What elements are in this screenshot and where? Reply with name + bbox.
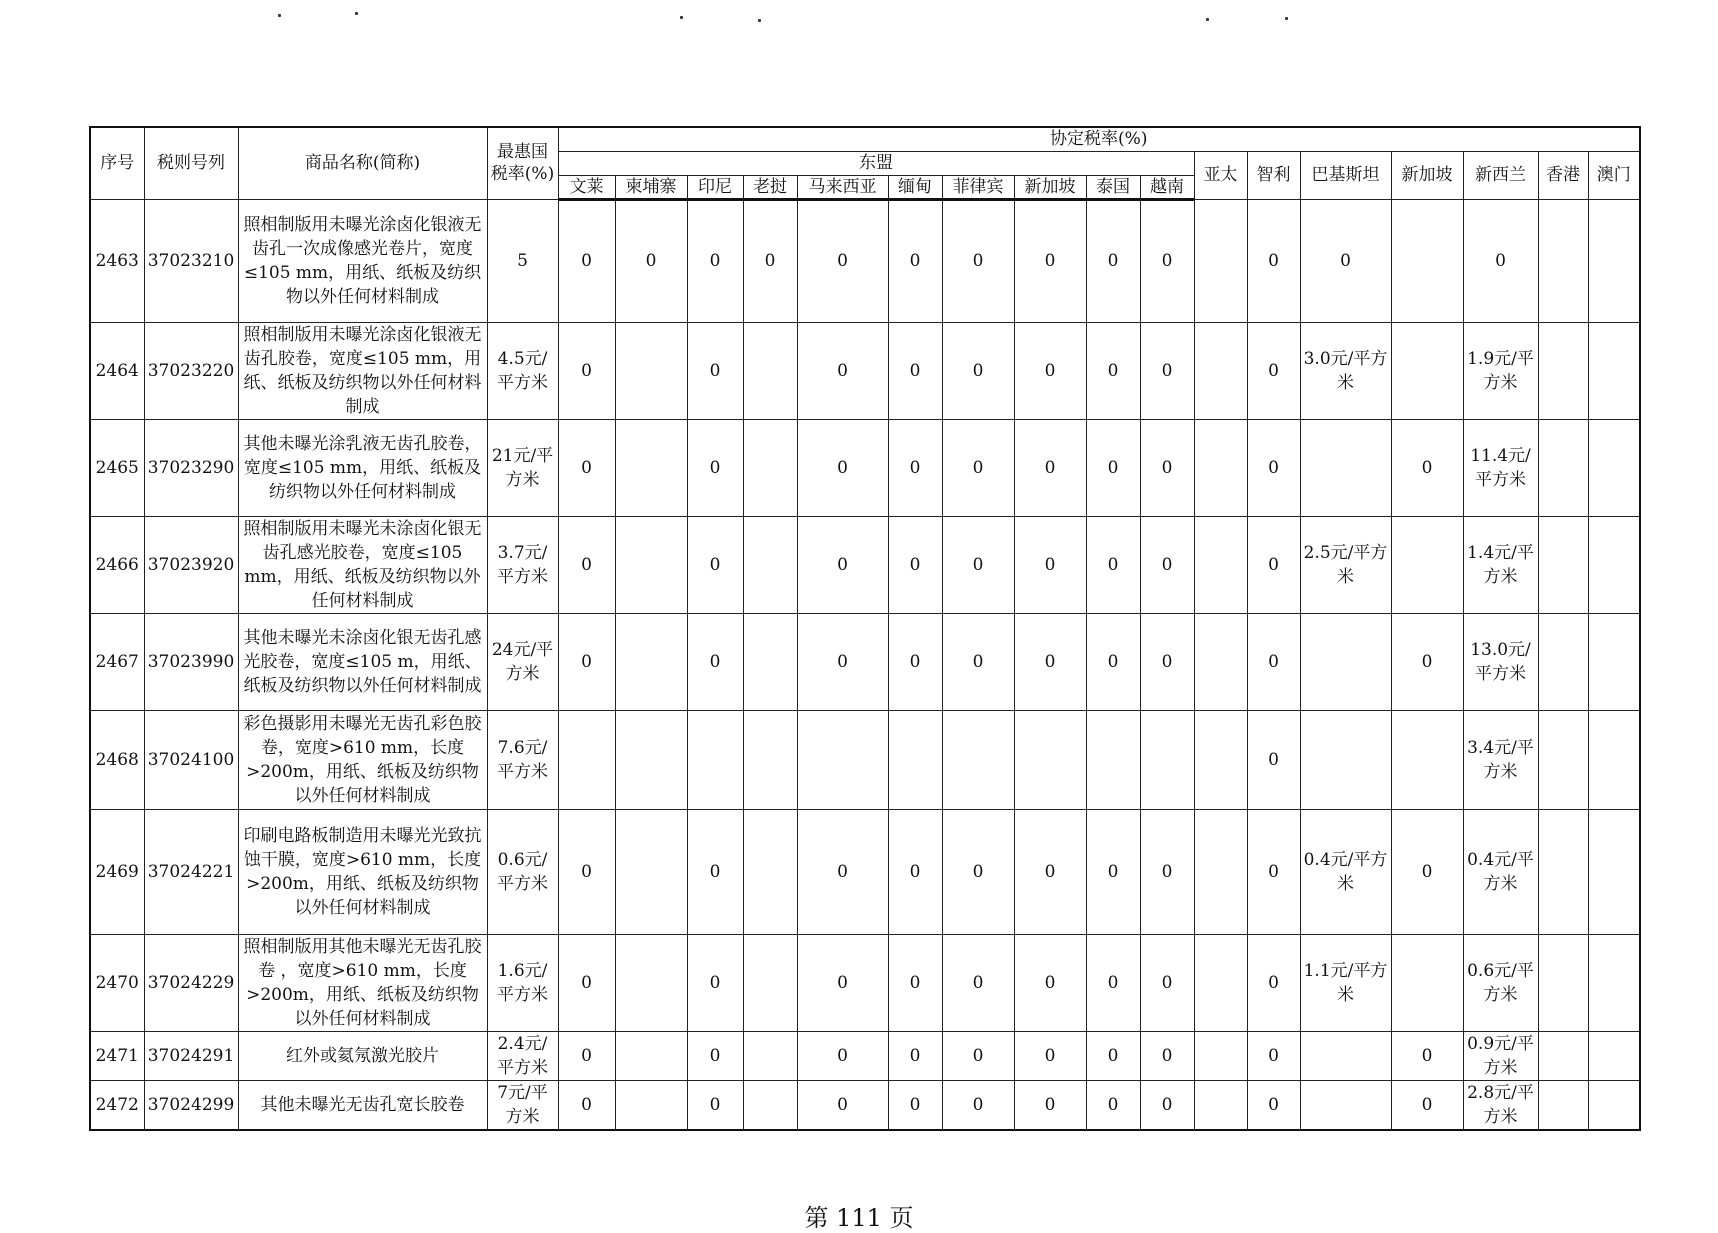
header-country: 柬埔寨: [615, 175, 687, 199]
rate-cell: 0: [942, 322, 1014, 419]
rate-cell: 0: [797, 516, 888, 613]
rate-cell: [743, 516, 797, 613]
rate-cell: [888, 710, 942, 809]
row-name: 彩色摄影用未曝光无齿孔彩色胶卷，宽度>610 mm，长度>200m，用纸、纸板及纺织物以外任何材料制成: [238, 710, 487, 809]
header-country: 印尼: [687, 175, 743, 199]
rate-cell: 0: [797, 1080, 888, 1130]
rate-cell: 0: [1086, 419, 1140, 516]
rate-cell: [1538, 1080, 1588, 1130]
rate-cell: [615, 1031, 687, 1080]
rate-cell: [1588, 322, 1640, 419]
rate-cell: [1538, 710, 1588, 809]
row-name: 其他未曝光未涂卤化银无齿孔感光胶卷，宽度≤105 m，用纸、纸板及纺织物以外任何材料制成: [238, 613, 487, 710]
rate-cell: [1014, 710, 1086, 809]
rate-cell: [1538, 419, 1588, 516]
rate-cell: [1588, 809, 1640, 934]
rate-cell: 0: [1247, 934, 1300, 1031]
rate-cell: 0: [1140, 1080, 1194, 1130]
header-mfn: 最惠国税率(%): [487, 127, 558, 199]
table-row: [90, 199, 1640, 322]
rate-cell: 0: [1086, 1031, 1140, 1080]
rate-cell: 0: [615, 199, 687, 322]
rate-cell: [797, 710, 888, 809]
rate-cell: [1140, 710, 1194, 809]
rate-cell: 0: [558, 516, 615, 613]
rate-cell: 0: [797, 934, 888, 1031]
rate-cell: [1194, 419, 1247, 516]
rate-cell: 0: [1247, 516, 1300, 613]
rate-cell: [1391, 199, 1463, 322]
rate-cell: 0: [888, 516, 942, 613]
rate-cell: 0: [1247, 419, 1300, 516]
row-code: 37023210: [144, 199, 238, 322]
rate-cell: 0: [797, 613, 888, 710]
table-row: [90, 613, 1640, 710]
rate-cell: [615, 809, 687, 934]
rate-cell: 0: [1014, 322, 1086, 419]
rate-cell: [942, 710, 1014, 809]
table-row: [90, 516, 1640, 613]
rate-cell: 0: [687, 419, 743, 516]
rate-cell: 0: [687, 322, 743, 419]
header-country: 亚太: [1194, 151, 1247, 199]
rate-cell: 0: [797, 809, 888, 934]
rate-cell: [1588, 516, 1640, 613]
rate-cell: 13.0元/平方米: [1463, 613, 1538, 710]
rate-cell: [1538, 613, 1588, 710]
row-name: 其他未曝光涂乳液无齿孔胶卷，宽度≤105 mm，用纸、纸板及纺织物以外任何材料制成: [238, 419, 487, 516]
rate-cell: 0: [1014, 1080, 1086, 1130]
rate-cell: 11.4元/平方米: [1463, 419, 1538, 516]
rate-cell: 0: [1140, 516, 1194, 613]
scan-speck: [355, 12, 358, 15]
header-country: 巴基斯坦: [1300, 151, 1391, 199]
rate-cell: 0: [1140, 322, 1194, 419]
rate-cell: 0: [1300, 199, 1391, 322]
rate-cell: 0.9元/平方米: [1463, 1031, 1538, 1080]
row-name: 其他未曝光无齿孔宽长胶卷: [238, 1080, 487, 1130]
rate-cell: 2.5元/平方米: [1300, 516, 1391, 613]
row-mfn: 3.7元/平方米: [487, 516, 558, 613]
row-name: 照相制版用未曝光涂卤化银液无齿孔一次成像感光卷片，宽度≤105 mm，用纸、纸板及纺织物以外任何材料制成: [238, 199, 487, 322]
rate-cell: [1588, 419, 1640, 516]
row-seq: 2466: [90, 516, 144, 613]
rate-cell: [1588, 1031, 1640, 1080]
rate-cell: 0: [1086, 199, 1140, 322]
rate-cell: 0: [888, 199, 942, 322]
rate-cell: 0.4元/平方米: [1463, 809, 1538, 934]
rate-cell: [1588, 934, 1640, 1031]
rate-cell: [558, 710, 615, 809]
rate-cell: 0: [558, 809, 615, 934]
row-mfn: 21元/平方米: [487, 419, 558, 516]
header-asean: 东盟: [558, 151, 1194, 175]
rate-cell: 0: [743, 199, 797, 322]
rate-cell: 0: [558, 199, 615, 322]
rate-cell: 0: [1247, 1080, 1300, 1130]
scan-speck: [1285, 17, 1288, 20]
rate-cell: [615, 516, 687, 613]
rate-cell: 0: [558, 934, 615, 1031]
rate-cell: 0: [1014, 809, 1086, 934]
table-row: [90, 419, 1640, 516]
row-mfn: 0.6元/平方米: [487, 809, 558, 934]
row-code: 37024291: [144, 1031, 238, 1080]
rate-cell: 0: [942, 516, 1014, 613]
header-name: 商品名称(简称): [238, 127, 487, 199]
rate-cell: 0: [1247, 322, 1300, 419]
rate-cell: 0: [888, 934, 942, 1031]
rate-cell: 0: [797, 419, 888, 516]
rate-cell: 0: [942, 1031, 1014, 1080]
row-mfn: 24元/平方米: [487, 613, 558, 710]
scan-speck: [1206, 18, 1209, 21]
header-country: 越南: [1140, 175, 1194, 199]
header-country: 新加坡: [1014, 175, 1086, 199]
rate-cell: 0: [558, 613, 615, 710]
rate-cell: 1.4元/平方米: [1463, 516, 1538, 613]
rate-cell: 0: [558, 419, 615, 516]
rate-cell: 0: [558, 1031, 615, 1080]
rate-cell: 0: [1014, 1031, 1086, 1080]
rate-cell: 2.8元/平方米: [1463, 1080, 1538, 1130]
rate-cell: 1.1元/平方米: [1300, 934, 1391, 1031]
row-code: 37024221: [144, 809, 238, 934]
rate-cell: 0: [1014, 613, 1086, 710]
row-seq: 2464: [90, 322, 144, 419]
rate-cell: 0: [1391, 419, 1463, 516]
rate-cell: [743, 419, 797, 516]
scan-speck: [758, 19, 761, 22]
row-seq: 2467: [90, 613, 144, 710]
rate-cell: 0: [942, 199, 1014, 322]
row-seq: 2469: [90, 809, 144, 934]
rate-cell: [615, 710, 687, 809]
rate-cell: 0: [1014, 516, 1086, 613]
rate-cell: [615, 419, 687, 516]
rate-cell: 0: [1086, 1080, 1140, 1130]
header-country: 菲律宾: [942, 175, 1014, 199]
rate-cell: [615, 934, 687, 1031]
header-code: 税则号列: [144, 127, 238, 199]
rate-cell: 3.0元/平方米: [1300, 322, 1391, 419]
page-number: 第 111 页: [804, 1204, 914, 1232]
row-code: 37023920: [144, 516, 238, 613]
rate-cell: 0: [942, 613, 1014, 710]
rate-cell: 0: [1086, 516, 1140, 613]
rate-cell: [1588, 1080, 1640, 1130]
row-seq: 2471: [90, 1031, 144, 1080]
rate-cell: 0: [1140, 809, 1194, 934]
rate-cell: 0: [1463, 199, 1538, 322]
rate-cell: [1300, 419, 1391, 516]
rate-cell: [1300, 1031, 1391, 1080]
rate-cell: [1538, 809, 1588, 934]
rate-cell: 0.4元/平方米: [1300, 809, 1391, 934]
rate-cell: 0: [558, 1080, 615, 1130]
rate-cell: 0.6元/平方米: [1463, 934, 1538, 1031]
row-mfn: 1.6元/平方米: [487, 934, 558, 1031]
rate-cell: 0: [687, 613, 743, 710]
rate-cell: [1194, 613, 1247, 710]
table-row: [90, 934, 1640, 1031]
rate-cell: [1300, 1080, 1391, 1130]
rate-cell: [1194, 1031, 1247, 1080]
row-seq: 2470: [90, 934, 144, 1031]
rate-cell: 0: [942, 1080, 1014, 1130]
rate-cell: [1194, 809, 1247, 934]
row-seq: 2468: [90, 710, 144, 809]
row-code: 37024100: [144, 710, 238, 809]
rate-cell: 0: [687, 1080, 743, 1130]
row-mfn: 7元/平方米: [487, 1080, 558, 1130]
rate-cell: 0: [888, 809, 942, 934]
rate-cell: 0: [687, 199, 743, 322]
row-name: 照相制版用未曝光未涂卤化银无齿孔感光胶卷，宽度≤105 mm，用纸、纸板及纺织物以外任何材料制成: [238, 516, 487, 613]
rate-cell: 0: [1391, 809, 1463, 934]
rate-cell: [743, 1080, 797, 1130]
row-name: 红外或氦氖激光胶片: [238, 1031, 487, 1080]
rate-cell: [1391, 516, 1463, 613]
rate-cell: 0: [1086, 613, 1140, 710]
rate-cell: 0: [687, 934, 743, 1031]
rate-cell: [1391, 322, 1463, 419]
table-row: [90, 322, 1640, 419]
header-country: 智利: [1247, 151, 1300, 199]
rate-cell: 0: [888, 1031, 942, 1080]
rate-cell: [615, 322, 687, 419]
header-country: 澳门: [1588, 151, 1640, 199]
rate-cell: 0: [1247, 613, 1300, 710]
rate-cell: [743, 934, 797, 1031]
rate-cell: 0: [1247, 1031, 1300, 1080]
rate-cell: [1588, 199, 1640, 322]
scan-speck: [278, 14, 281, 17]
row-mfn: 7.6元/平方米: [487, 710, 558, 809]
rate-cell: 0: [1086, 934, 1140, 1031]
header-country: 文莱: [558, 175, 615, 199]
rate-cell: 0: [1086, 809, 1140, 934]
rate-cell: 0: [1391, 1080, 1463, 1130]
rate-cell: [1538, 934, 1588, 1031]
header-country: 老挝: [743, 175, 797, 199]
row-code: 37023220: [144, 322, 238, 419]
rate-cell: [1194, 199, 1247, 322]
header-country: 马来西亚: [797, 175, 888, 199]
rate-cell: [1538, 199, 1588, 322]
rate-cell: [615, 613, 687, 710]
rate-cell: 0: [888, 613, 942, 710]
rate-cell: [1300, 613, 1391, 710]
rate-cell: 3.4元/平方米: [1463, 710, 1538, 809]
rate-cell: 0: [687, 809, 743, 934]
header-country: 新西兰: [1463, 151, 1538, 199]
rate-cell: [1300, 710, 1391, 809]
header-seq: 序号: [90, 127, 144, 199]
rate-cell: 0: [797, 199, 888, 322]
table-body: [90, 199, 1640, 1130]
table-row: [90, 710, 1640, 809]
rate-cell: [743, 613, 797, 710]
rate-cell: [743, 1031, 797, 1080]
rate-cell: [1194, 322, 1247, 419]
rate-cell: [743, 322, 797, 419]
rate-cell: 0: [797, 322, 888, 419]
header-country: 新加坡: [1391, 151, 1463, 199]
rate-cell: [1086, 710, 1140, 809]
table-row: [90, 1031, 1640, 1080]
rate-cell: [1391, 710, 1463, 809]
row-name: 印刷电路板制造用未曝光光致抗蚀干膜，宽度>610 mm，长度>200m，用纸、纸板及纺织物以外任何材料制成: [238, 809, 487, 934]
row-name: 照相制版用未曝光涂卤化银液无齿孔胶卷，宽度≤105 mm，用纸、纸板及纺织物以外任何材料制成: [238, 322, 487, 419]
header-country: 缅甸: [888, 175, 942, 199]
row-seq: 2472: [90, 1080, 144, 1130]
rate-cell: [1194, 710, 1247, 809]
rate-cell: 0: [1140, 934, 1194, 1031]
row-seq: 2463: [90, 199, 144, 322]
rate-cell: 0: [942, 934, 1014, 1031]
row-seq: 2465: [90, 419, 144, 516]
rate-cell: 0: [1014, 199, 1086, 322]
rate-cell: 0: [1140, 199, 1194, 322]
rate-cell: 0: [687, 1031, 743, 1080]
rate-cell: [615, 1080, 687, 1130]
rate-cell: [1391, 934, 1463, 1031]
rate-cell: [743, 710, 797, 809]
rate-cell: 0: [1014, 934, 1086, 1031]
rate-cell: 0: [942, 809, 1014, 934]
table-row: [90, 1080, 1640, 1130]
rate-cell: 0: [1247, 710, 1300, 809]
rate-cell: [743, 809, 797, 934]
rate-cell: [1194, 1080, 1247, 1130]
rate-cell: [1538, 1031, 1588, 1080]
rate-cell: 0: [1086, 322, 1140, 419]
row-code: 37023990: [144, 613, 238, 710]
rate-cell: [1538, 322, 1588, 419]
rate-cell: 0: [1247, 809, 1300, 934]
rate-cell: 0: [1391, 613, 1463, 710]
row-mfn: 4.5元/平方米: [487, 322, 558, 419]
rate-cell: [687, 710, 743, 809]
row-code: 37023290: [144, 419, 238, 516]
rate-cell: 0: [1014, 419, 1086, 516]
rate-cell: 0: [797, 1031, 888, 1080]
rate-cell: 0: [1140, 613, 1194, 710]
rate-cell: [1538, 516, 1588, 613]
rate-cell: [1194, 934, 1247, 1031]
rate-cell: [1194, 516, 1247, 613]
rate-cell: 0: [888, 1080, 942, 1130]
header-agreement: 协定税率(%): [558, 127, 1640, 151]
header-country: 香港: [1538, 151, 1588, 199]
rate-cell: [1588, 613, 1640, 710]
rate-cell: 0: [1391, 1031, 1463, 1080]
row-mfn: 5: [487, 199, 558, 322]
rate-cell: 0: [942, 419, 1014, 516]
rate-cell: 0: [1140, 1031, 1194, 1080]
rate-cell: 0: [888, 322, 942, 419]
rate-cell: [1588, 710, 1640, 809]
rate-cell: 0: [1140, 419, 1194, 516]
tariff-table: [89, 126, 1641, 1131]
row-name: 照相制版用其他未曝光无齿孔胶卷 ，宽度>610 mm，长度>200m，用纸、纸板及纺织物以外任何材料制成: [238, 934, 487, 1031]
header-country: 泰国: [1086, 175, 1140, 199]
rate-cell: 0: [1247, 199, 1300, 322]
table-row: [90, 809, 1640, 934]
row-code: 37024299: [144, 1080, 238, 1130]
row-code: 37024229: [144, 934, 238, 1031]
rate-cell: 0: [888, 419, 942, 516]
row-mfn: 2.4元/平方米: [487, 1031, 558, 1080]
scan-speck: [680, 16, 683, 19]
rate-cell: 0: [558, 322, 615, 419]
rate-cell: 1.9元/平方米: [1463, 322, 1538, 419]
rate-cell: 0: [687, 516, 743, 613]
